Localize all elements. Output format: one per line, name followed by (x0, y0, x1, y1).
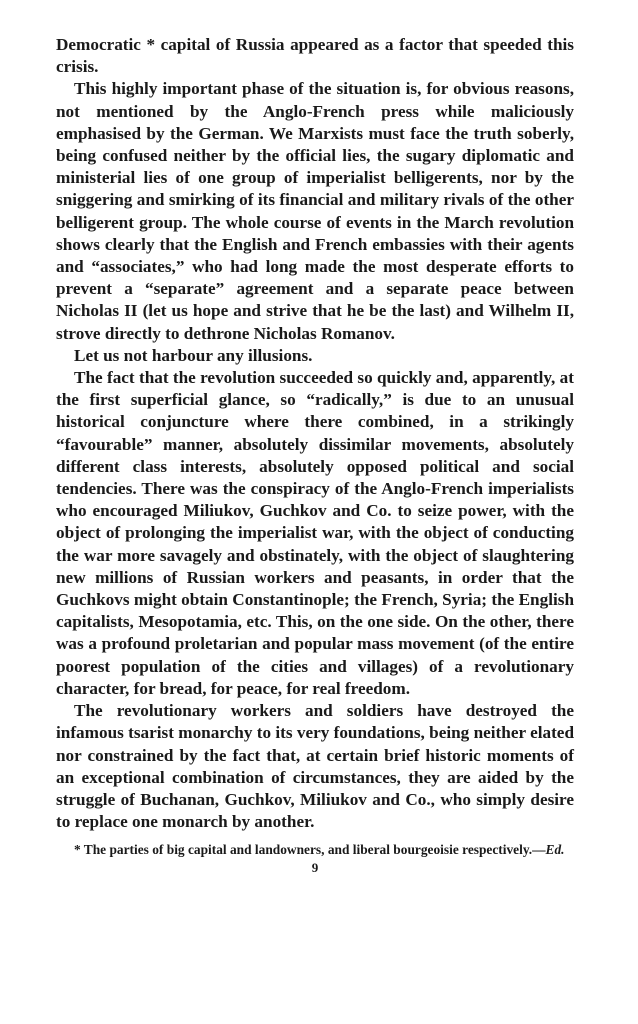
footnote-editor-mark: Ed. (545, 842, 565, 858)
footnote (56, 841, 574, 858)
paragraph-2: This highly important phase of the situation is, for obvious reasons, not mentioned by the Anglo-French press while maliciously emphasised by the German. We Marxists must face the truth soberly, being confused neither by the official lies, the sugary diplomatic and ministerial lies of one group of imperialist belligerents, nor by the sniggering and smirking of its financial and military rivals of the other belligerent group. The whole course of events in the March revolution shows clearly that the English and French embassies with their agents and “associates,” who had long made the most desperate efforts to prevent a “separate” agreement and a separate peace between Nicholas II (let us hope and strive that he be the last) and Wilhelm II, strove directly to dethrone Nicholas Romanov. (56, 79, 574, 343)
page-number: 9 (311, 860, 319, 876)
book-page (56, 34, 574, 876)
footnote-text: * The parties of big capital and landowners, and liberal bourgeoisie respectively.— (74, 842, 546, 858)
paragraph-3: Let us not harbour any illusions. (74, 345, 313, 365)
paragraph-5: The revolutionary workers and soldiers have destroyed the infamous tsarist monarchy to its very foundations, being neither elated nor constrained by the fact that, at certain brief historic moments of an exceptional combination of circumstances, they are aided by the struggle of Buchanan, Guchkov, Miliukov and Co., who simply desire to replace one monarch by another. (56, 701, 574, 832)
paragraph-1: Democratic * capital of Russia appeared as a factor that speeded this crisis. (56, 35, 574, 77)
paragraph-4: The fact that the revolution succeeded so quickly and, apparently, at the first superficial glance, so “radically,” is due to an unusual historical conjuncture where there combined, in a strikingly “favourable” manner, absolutely dissimilar movements, absolutely different class interests, absolutely opposed political and social tendencies. There was the conspiracy of the Anglo-French imperialists who encouraged Miliukov, Guchkov and Co. to seize power, with the object of prolonging the imperialist war, with the object of conducting the war more savagely and obstinately, with the object of slaughtering new millions of Russian workers and peasants, in order that the Guchkovs might obtain Constantinople; the French, Syria; the English capitalists, Mesopotamia, etc. This, on the one side. On the other, there was a profound proletarian and popular mass movement (of the entire poorest population of the cities and villages) of a revolutionary character, for bread, for peace, for real freedom. (56, 368, 574, 698)
